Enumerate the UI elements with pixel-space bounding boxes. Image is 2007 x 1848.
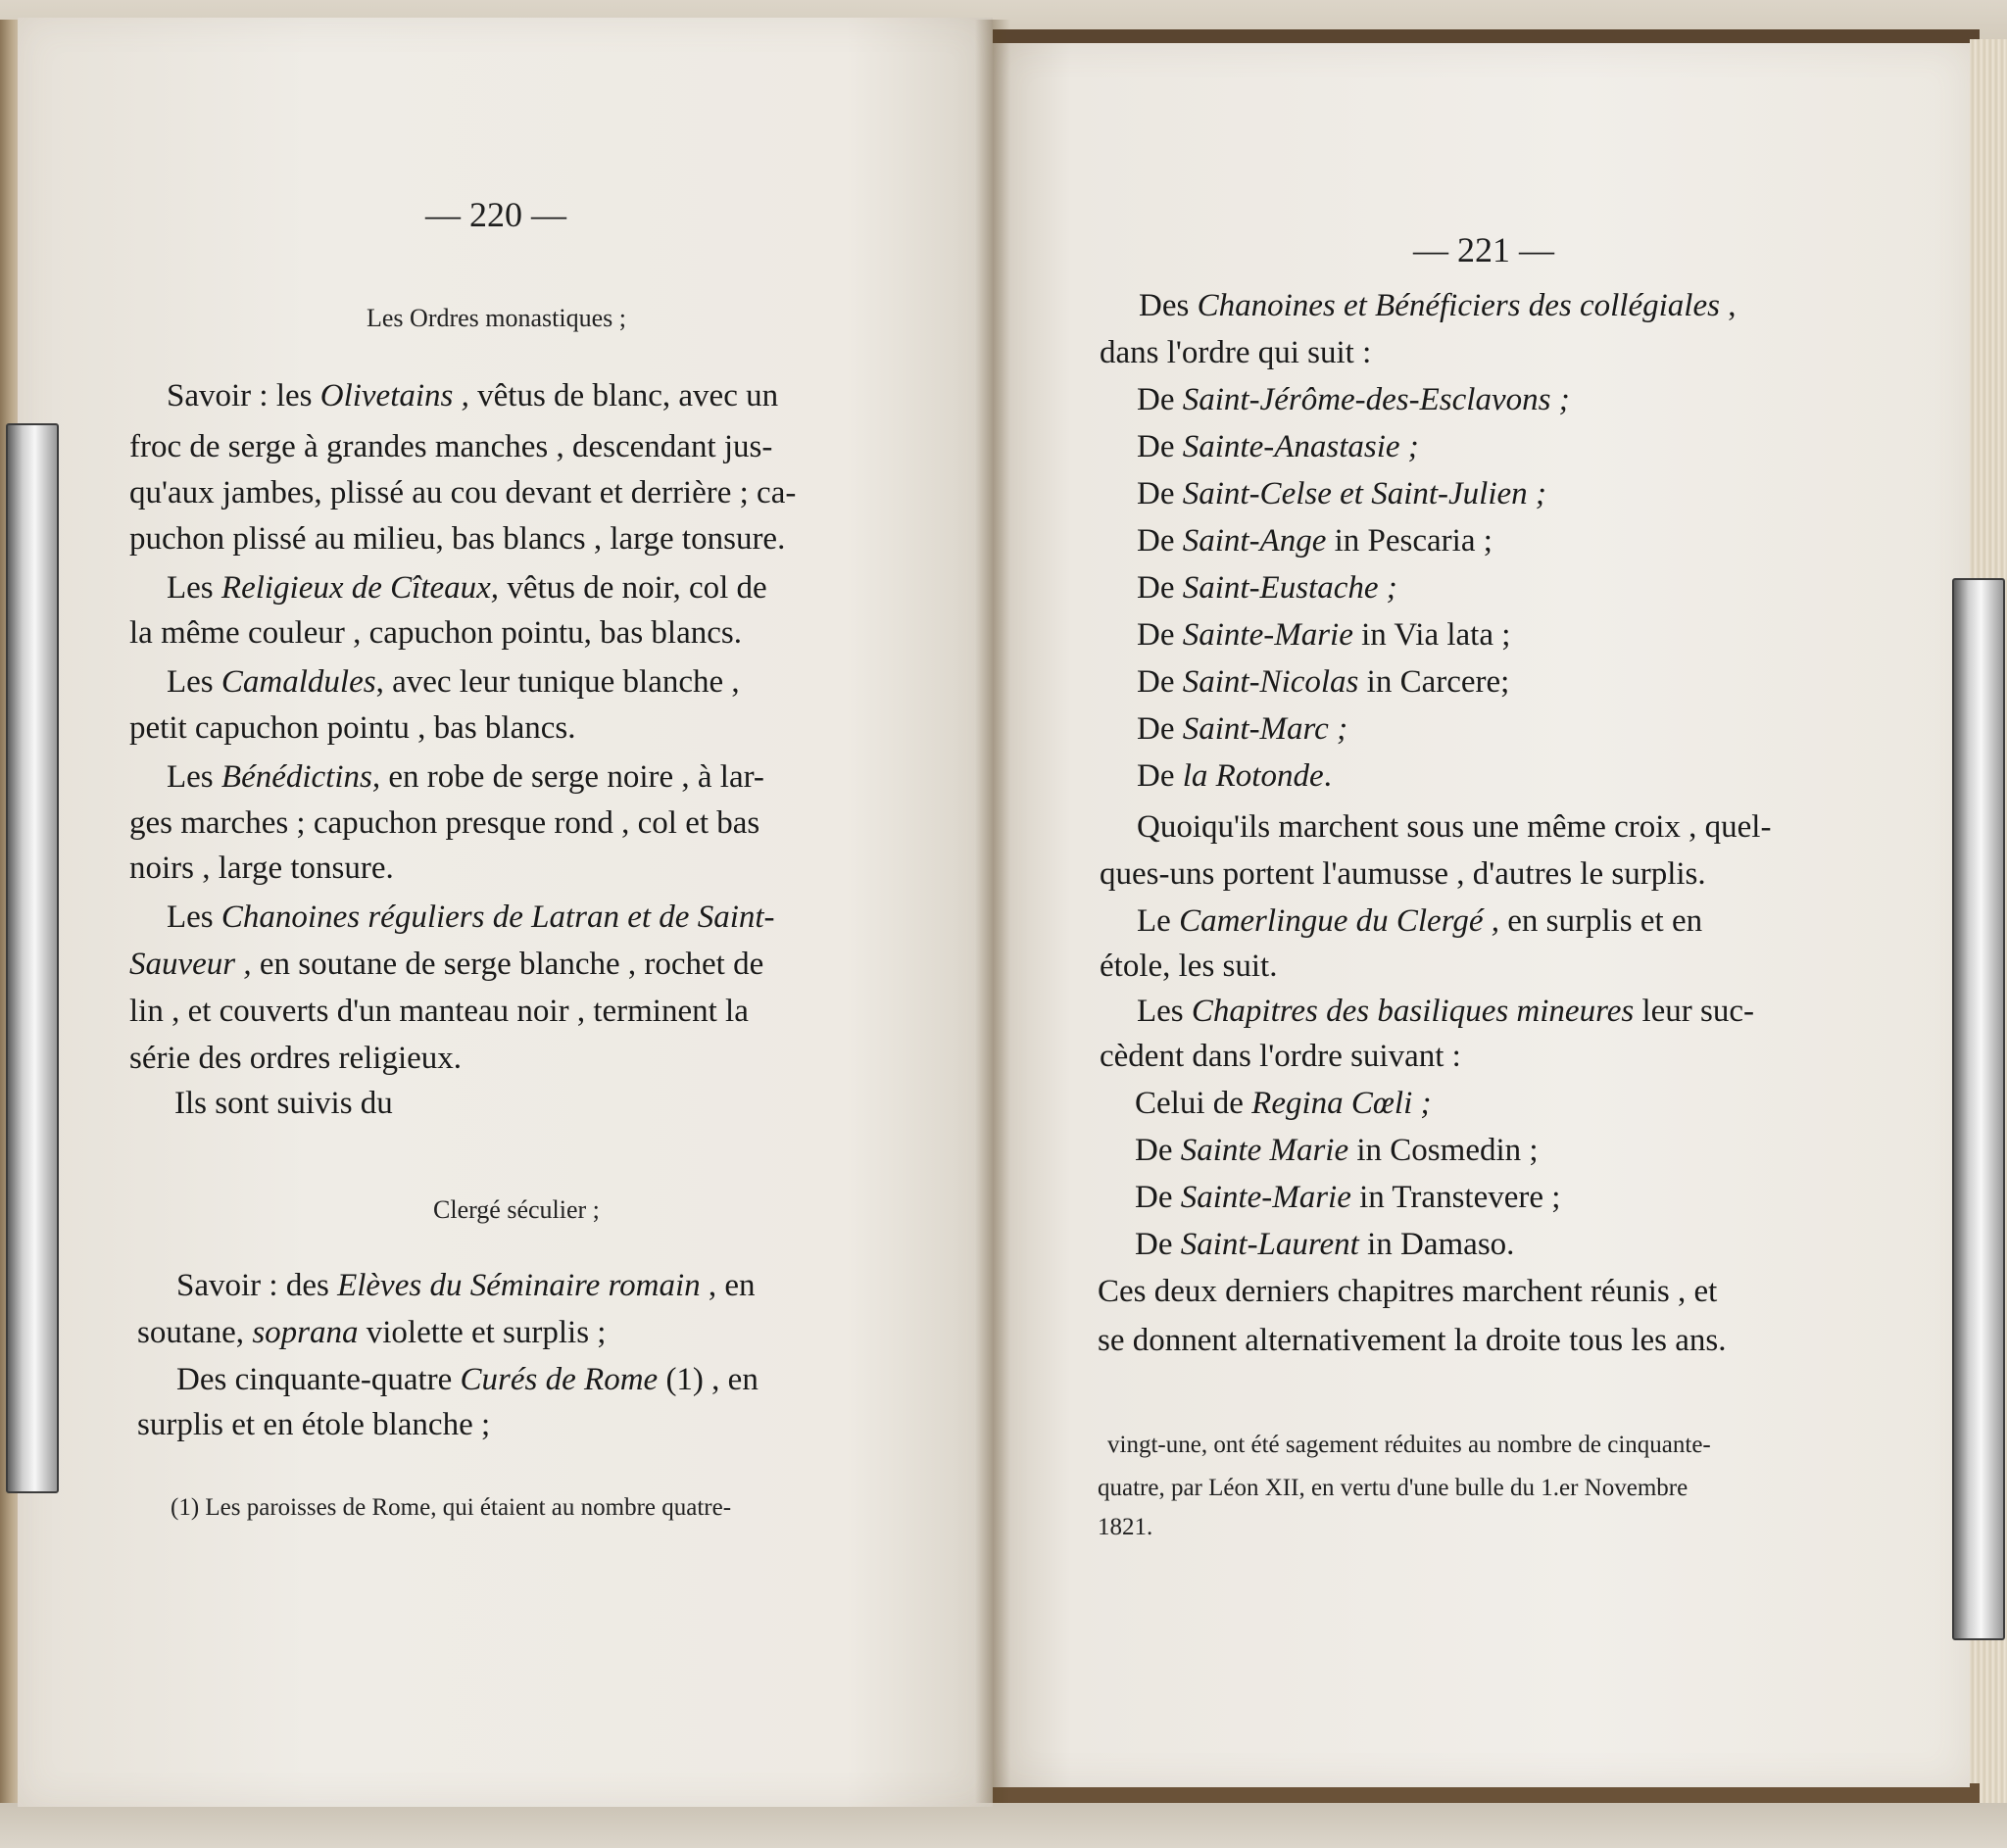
left-p4-line3: noirs , large tonsure. — [129, 851, 394, 886]
left-p5-line4: série des ordres religieux. — [129, 1041, 463, 1076]
right-p3-line2: étole, les suit. — [1100, 948, 1278, 984]
left-p5-line3: lin , et couverts d'un manteau noir , terminent la — [129, 994, 749, 1029]
list-item: De Sainte-Anastasie ; — [1137, 429, 1419, 464]
left-p3-line2: petit capuchon pointu , bas blancs. — [129, 710, 576, 746]
left-p4-line2: ges marches ; capuchon presque rond , col et bas — [129, 805, 760, 841]
right-p5-line1: Ces deux derniers chapitres marchent réunis , et — [1098, 1274, 1718, 1309]
left-p1-line4: puchon plissé au milieu, bas blancs , large tonsure. — [129, 521, 786, 557]
left-p8-line1: Des cinquante-quatre Curés de Rome (1) , en — [176, 1362, 759, 1397]
list-item: De Saint-Jérôme-des-Esclavons ; — [1137, 382, 1570, 417]
left-p2-line2: la même couleur , capuchon pointu, bas blancs. — [129, 615, 742, 651]
left-p1-line1: Savoir : les Olivetains , vêtus de blanc, avec un — [167, 378, 779, 413]
left-p5-line2: Sauveur , en soutane de serge blanche , rochet de — [129, 947, 764, 982]
right-p2-line2: ques-uns portent l'aumusse , d'autres le surplis. — [1100, 856, 1706, 892]
list-item: Celui de Regina Cœli ; — [1135, 1086, 1432, 1121]
right-p2-line1: Quoiqu'ils marchent sous une même croix , quel- — [1137, 809, 1772, 845]
list-item: De Saint-Eustache ; — [1137, 570, 1397, 606]
left-p4-line1: Les Bénédictins, en robe de serge noire , à lar- — [167, 759, 764, 795]
right-p1-line2: dans l'ordre qui suit : — [1100, 335, 1372, 370]
right-p4-line2: cèdent dans l'ordre suivant : — [1100, 1039, 1461, 1074]
book-gutter — [975, 20, 1010, 1803]
heading-monastic-orders: Les Ordres monastiques ; — [367, 304, 627, 332]
list-item: De Sainte-Marie in Via lata ; — [1137, 617, 1511, 653]
right-footnote-line1: vingt-une, ont été sagement réduites au nombre de cinquante- — [1107, 1432, 1711, 1458]
left-p8-line2: surplis et en étole blanche ; — [137, 1407, 491, 1442]
heading-secular-clergy: Clergé séculier ; — [433, 1195, 600, 1224]
list-item: De Saint-Marc ; — [1137, 711, 1348, 747]
left-p2-line1: Les Religieux de Cîteaux, vêtus de noir, col de — [167, 570, 767, 606]
right-p4-line1: Les Chapitres des basiliques mineures leur suc- — [1137, 994, 1754, 1029]
right-p1-line1: Des Chanoines et Bénéficiers des collégiales , — [1139, 288, 1737, 323]
list-item: De Saint-Ange in Pescaria ; — [1137, 523, 1493, 559]
left-page-clip — [6, 423, 59, 1493]
left-p3-line1: Les Camaldules, avec leur tunique blanche , — [167, 664, 740, 700]
right-footnote-line3: 1821. — [1098, 1514, 1153, 1540]
left-page-number: — 220 — — [425, 195, 566, 234]
backdrop-bottom — [0, 1803, 2007, 1848]
right-footnote-line2: quatre, par Léon XII, en vertu d'une bulle du 1.er Novembre — [1098, 1475, 1689, 1501]
list-item: De Saint-Nicolas in Carcere; — [1137, 664, 1510, 700]
left-p7-line2: soutane, soprana violette et surplis ; — [137, 1315, 607, 1350]
left-p7-line1: Savoir : des Elèves du Séminaire romain , en — [176, 1268, 756, 1303]
left-p1-line3: qu'aux jambes, plissé au cou devant et derrière ; ca- — [129, 475, 797, 511]
right-page-number: — 221 — — [1413, 230, 1554, 269]
right-p5-line2: se donnent alternativement la droite tous les ans. — [1098, 1323, 1727, 1358]
list-item: De Sainte Marie in Cosmedin ; — [1135, 1133, 1539, 1168]
left-p5-line1: Les Chanoines réguliers de Latran et de Saint- — [167, 900, 775, 935]
right-p3-line1: Le Camerlingue du Clergé , en surplis et en — [1137, 903, 1703, 939]
left-p1-line2: froc de serge à grandes manches , descendant jus- — [129, 429, 773, 464]
list-item: De Saint-Laurent in Damaso. — [1135, 1227, 1515, 1262]
list-item: De Sainte-Marie in Transtevere ; — [1135, 1180, 1561, 1215]
left-footnote: (1) Les paroisses de Rome, qui étaient au nombre quatre- — [171, 1494, 732, 1521]
right-page-clip — [1952, 578, 2005, 1640]
list-item: De la Rotonde. — [1137, 758, 1332, 794]
left-p6: Ils sont suivis du — [174, 1086, 393, 1121]
list-item: De Saint-Celse et Saint-Julien ; — [1137, 476, 1546, 511]
